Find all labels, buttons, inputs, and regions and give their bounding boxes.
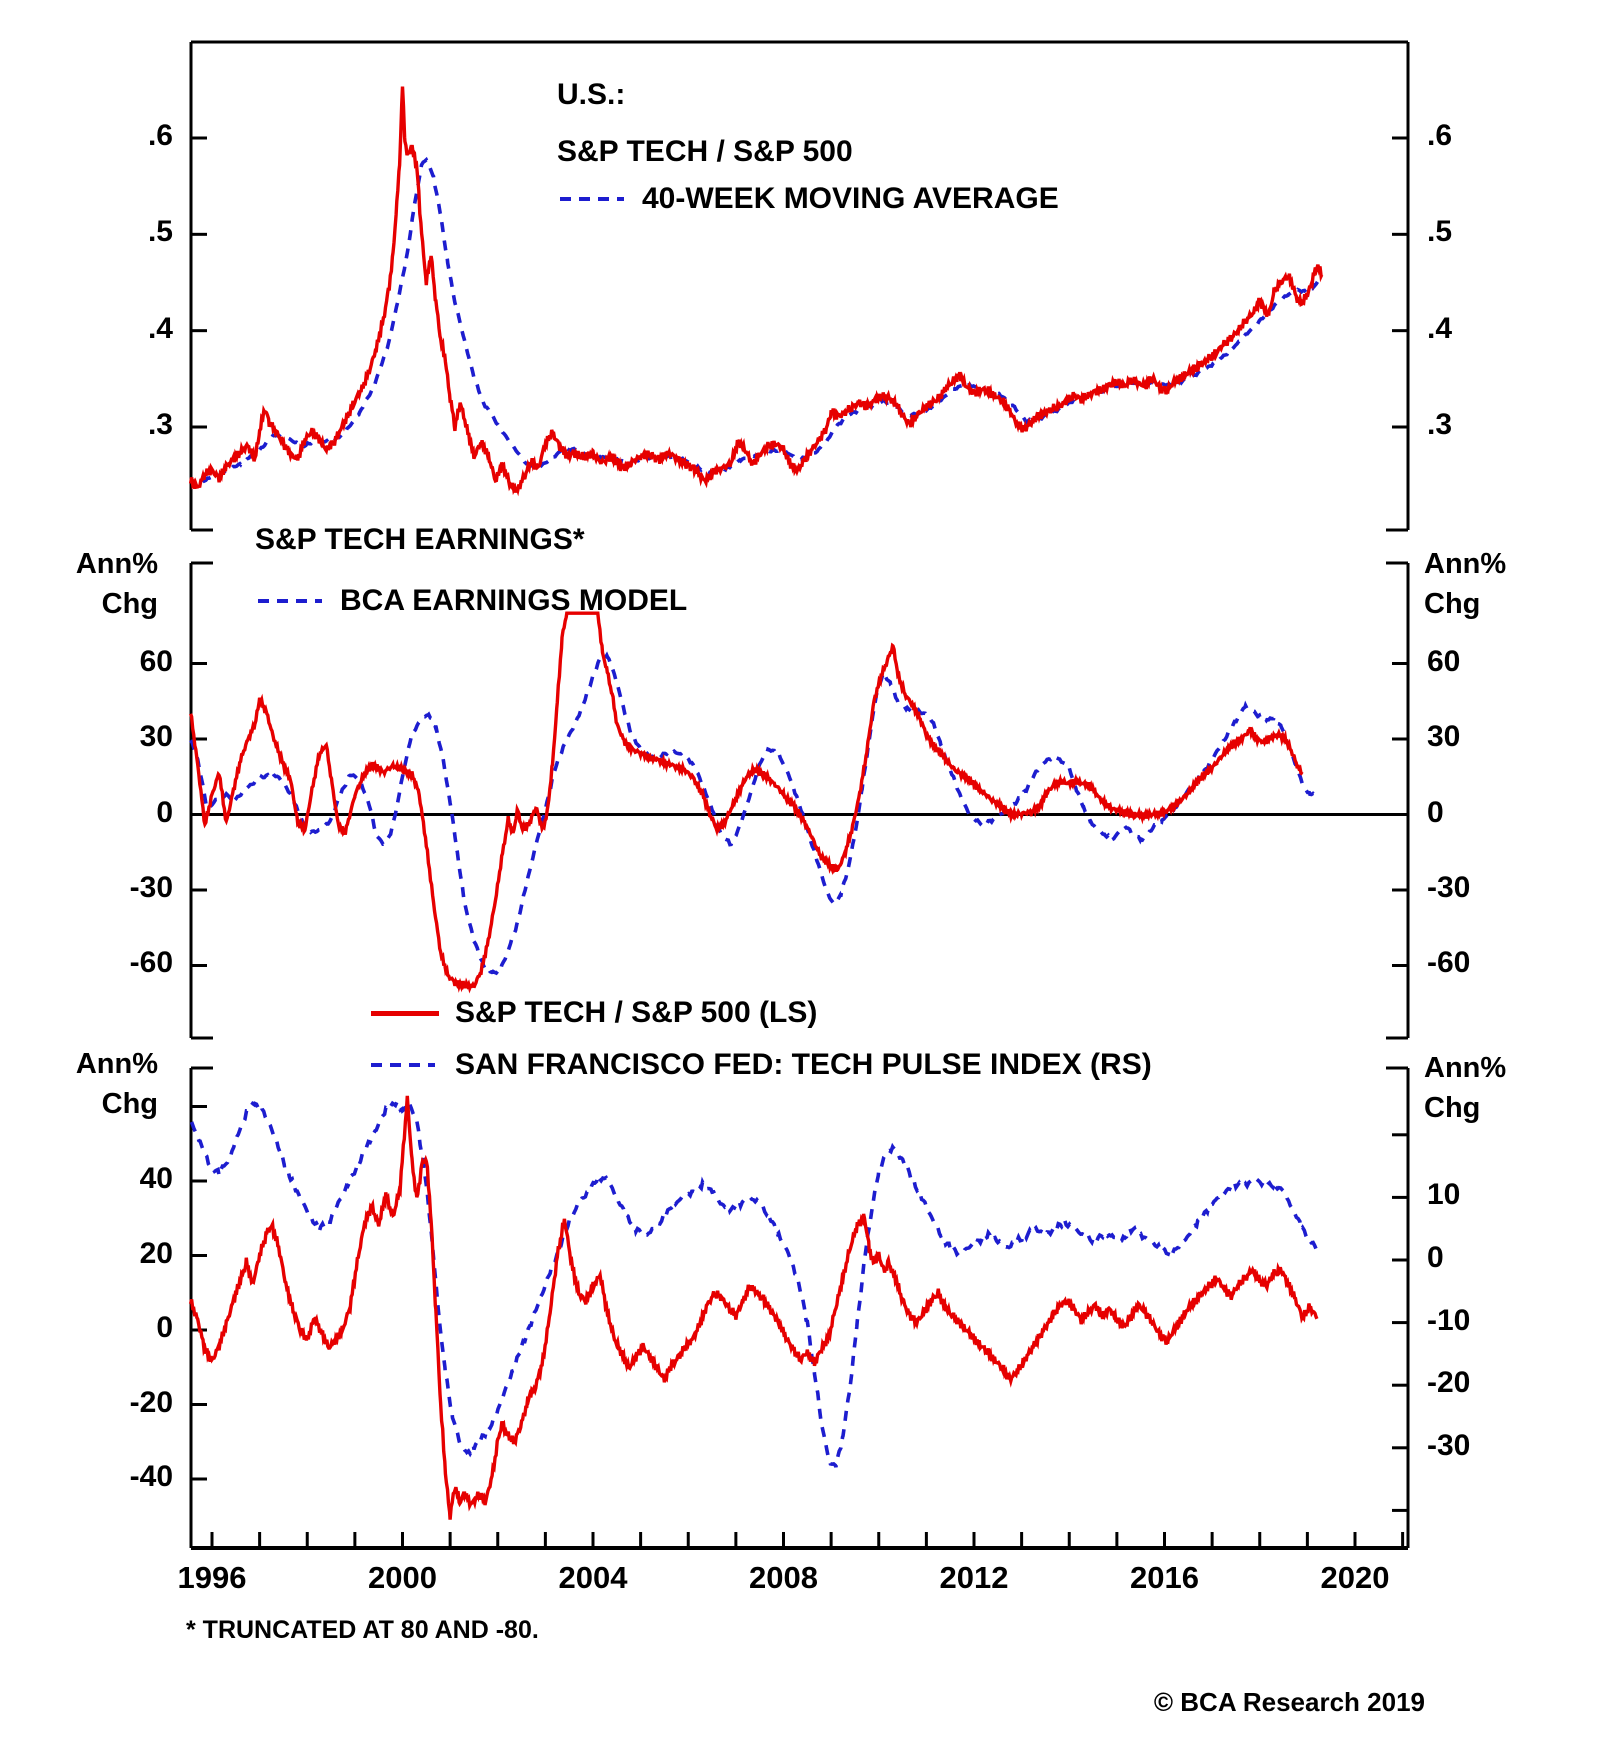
y-axis-unit-label: Ann%: [75, 548, 158, 580]
y-tick-label: -20: [129, 1385, 173, 1419]
y-axis-unit-label: Ann%: [1424, 1052, 1507, 1084]
y-tick-label: .4: [1427, 311, 1453, 345]
y-tick-label: 20: [139, 1236, 173, 1270]
legend-middle-series2: BCA EARNINGS MODEL: [340, 584, 688, 617]
y-axis-unit-label: Chg: [101, 588, 158, 620]
x-tick-label: 2012: [939, 1560, 1009, 1595]
y-tick-label: .6: [1427, 119, 1453, 152]
x-tick-label: 2016: [1130, 1560, 1199, 1595]
copyright: © BCA Research 2019: [1153, 1687, 1425, 1717]
x-tick-label: 1996: [177, 1560, 247, 1595]
x-tick-label: 2000: [368, 1560, 437, 1595]
y-tick-label: 0: [1427, 795, 1444, 829]
legend-top-region: U.S.:: [557, 78, 626, 111]
y-tick-label: -60: [129, 946, 173, 980]
footnote: * TRUNCATED AT 80 AND -80.: [186, 1616, 539, 1644]
y-tick-label: .5: [1427, 215, 1453, 249]
y-tick-label: -30: [1427, 1428, 1471, 1462]
legend-bottom-series2: SAN FRANCISCO FED: TECH PULSE INDEX (RS): [455, 1048, 1152, 1081]
legend-top-series2: 40-WEEK MOVING AVERAGE: [642, 182, 1059, 215]
y-tick-label: 30: [139, 720, 173, 753]
y-tick-label: 40: [139, 1162, 173, 1195]
y-axis-unit-label: Chg: [1424, 588, 1481, 620]
y-tick-label: -30: [129, 870, 173, 904]
y-tick-label: .3: [147, 407, 173, 441]
x-tick-label: 2004: [558, 1560, 628, 1595]
y-tick-label: -40: [129, 1460, 173, 1493]
y-axis-unit-label: Ann%: [1424, 548, 1507, 580]
y-tick-label: -10: [1427, 1303, 1471, 1337]
y-tick-label: .5: [147, 215, 173, 249]
y-axis-unit-label: Chg: [1424, 1092, 1481, 1124]
y-tick-label: .6: [147, 119, 173, 152]
y-tick-label: 60: [139, 644, 173, 678]
y-tick-label: 0: [156, 1311, 173, 1344]
legend-top-series1: S&P TECH / S&P 500: [557, 135, 853, 168]
y-tick-label: 10: [1427, 1178, 1461, 1212]
legend-bottom-series1: S&P TECH / S&P 500 (LS): [455, 996, 818, 1029]
y-tick-label: -30: [1427, 870, 1471, 904]
x-tick-label: 2008: [749, 1560, 818, 1595]
dashed-line-sample-icon: [258, 599, 322, 603]
y-tick-label: 60: [1427, 644, 1461, 678]
y-tick-label: 0: [1427, 1241, 1444, 1274]
legend-middle-series1: S&P TECH EARNINGS*: [255, 523, 585, 556]
y-axis-unit-label: Chg: [101, 1088, 158, 1120]
y-tick-label: -20: [1427, 1366, 1471, 1400]
blue-series-line-bottom: [191, 1102, 1317, 1467]
y-axis-unit-label: Ann%: [75, 1048, 158, 1080]
y-tick-label: 0: [156, 795, 173, 829]
y-tick-label: 30: [1427, 720, 1461, 753]
y-tick-label: -60: [1427, 946, 1471, 980]
dashed-line-sample-icon: [371, 1063, 435, 1067]
dashed-line-sample-icon: [560, 197, 624, 201]
solid-line-sample-icon: [371, 1011, 439, 1016]
y-tick-label: .4: [147, 311, 173, 345]
x-tick-label: 2020: [1320, 1560, 1390, 1595]
y-tick-label: .3: [1427, 407, 1453, 441]
